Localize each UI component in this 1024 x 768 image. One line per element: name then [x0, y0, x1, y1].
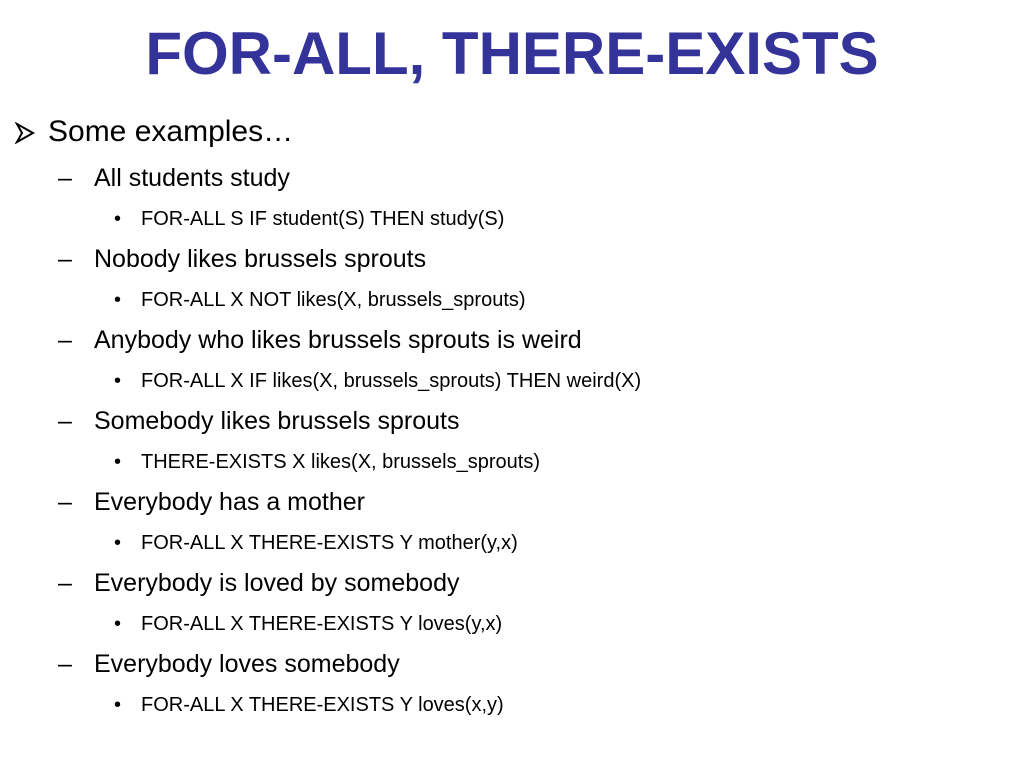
slide-title: FOR-ALL, THERE-EXISTS [145, 20, 879, 87]
formula-item [112, 448, 540, 476]
formula-text: FOR-ALL X NOT likes(X, brussels_sprouts) [141, 289, 526, 311]
formula-text: FOR-ALL S IF student(S) THEN study(S) [141, 208, 505, 230]
example-text: All students study [94, 164, 290, 192]
example-item [58, 648, 400, 680]
formula-item [112, 529, 518, 557]
dot-marker: • [114, 208, 122, 230]
dash-marker: – [58, 569, 72, 597]
dash-marker: – [58, 488, 72, 516]
example-text: Everybody is loved by somebody [94, 569, 460, 597]
formula-text: FOR-ALL X THERE-EXISTS Y mother(y,x) [141, 532, 518, 554]
example-item [58, 486, 365, 518]
formula-text: FOR-ALL X THERE-EXISTS Y loves(y,x) [141, 613, 503, 635]
formula-item [112, 610, 502, 638]
example-item [58, 567, 459, 599]
dash-marker: – [58, 407, 72, 435]
dot-marker: • [114, 289, 122, 311]
formula-item [112, 691, 504, 719]
dot-marker: • [114, 370, 122, 392]
example-item [58, 405, 459, 437]
example-item [58, 324, 582, 356]
example-item [58, 162, 290, 194]
bullet-text: Some examples… [48, 115, 294, 148]
example-item [58, 243, 426, 275]
dot-marker: • [114, 532, 122, 554]
dot-marker: • [114, 451, 122, 473]
dash-marker: – [58, 326, 72, 354]
arrow-bullet-icon [14, 111, 48, 156]
formula-text: FOR-ALL X IF likes(X, brussels_sprouts) THEN weird(X) [141, 370, 642, 392]
formula-text: FOR-ALL X THERE-EXISTS Y loves(x,y) [141, 694, 504, 716]
example-text: Anybody who likes brussels sprouts is weird [94, 326, 582, 354]
formula-text: THERE-EXISTS X likes(X, brussels_sprouts) [141, 451, 540, 473]
example-text: Somebody likes brussels sprouts [94, 407, 460, 435]
formula-item [112, 286, 526, 314]
dash-marker: – [58, 164, 72, 192]
formula-item [112, 367, 641, 395]
formula-item [112, 205, 504, 233]
bullet-some-examples [14, 111, 293, 156]
example-text: Everybody has a mother [94, 488, 365, 516]
dot-marker: • [114, 694, 122, 716]
dash-marker: – [58, 245, 72, 273]
example-text: Everybody loves somebody [94, 650, 400, 678]
example-text: Nobody likes brussels sprouts [94, 245, 427, 273]
dash-marker: – [58, 650, 72, 678]
dot-marker: • [114, 613, 122, 635]
